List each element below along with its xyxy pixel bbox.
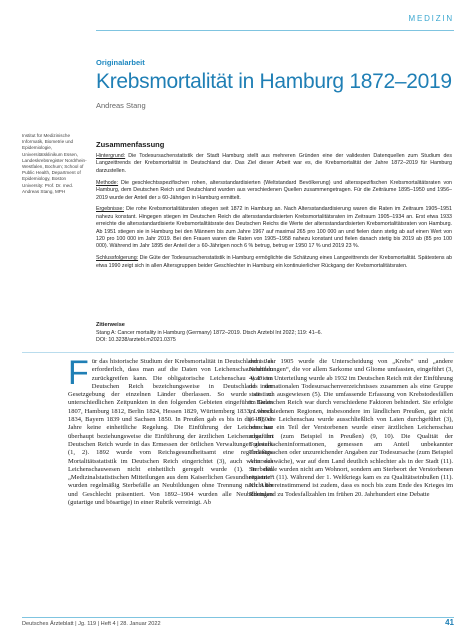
summary-background bbox=[96, 153, 452, 175]
journal-footer: Deutsches Ärzteblatt | Jg. 119 | Heft 4 | 28. Januar 2022 bbox=[22, 621, 161, 627]
article-author: Andreas Stang bbox=[96, 101, 146, 110]
author-affiliation: Institut für Medizinische Informatik, Biometrie und Epidemiologie, Universitätsklinikum Essen, Landeskrebsregister Nordrhein-Westfalen, Bochum; School of Public Health, Department of Epidemiology, Boston University: Prof. Dr. med. Andreas Stang, MPH bbox=[22, 133, 87, 194]
methods-text: Die geschlechtsspezifischen rohen, altersstandardisierten (Weltstandard Bevölkerung) und altersspezifischen Krebsmortalitätsraten von Hamburg, dem Deutschen Reich und Deutschland wurden aus verschiedenen Quellen zusammengetragen. Für die Zeiträume 1895–1950 und 1956–2019 wurde der Anteil der ≥ 60-Jährigen in Hamburg ermittelt. bbox=[96, 179, 452, 201]
background-text: Die Todesursachenstatistik der Stadt Hamburg stellt aus mehreren Gründen eine der validesten Datenquellen zum Studium des Langzeittrends der Krebsmortalität in Deutschland dar. Das Ziel dieser Arbeit war es, die Krebsmortalität der Jahre 1872–2019 für Hamburg darzustellen. bbox=[96, 153, 452, 174]
background-label: Hintergrund: bbox=[96, 153, 126, 159]
summary-heading: Zusammenfassung bbox=[96, 140, 165, 149]
summary-methods bbox=[96, 180, 452, 202]
conclusion-label: Schlussfolgerung: bbox=[96, 255, 139, 262]
summary-box bbox=[96, 140, 452, 275]
results-text: Die rohe Krebsmortalitätsraten stiegen seit 1872 in Hamburg an. Nach Altersstandardisierung waren die Raten im Zeitraum 1905–1951 nahezu konstant. Hingegen stiegen im Deutschen Reich die altersstandardisierten Krebsmortalitätsraten im Zeitraum 1905–1934 an. Erst etwa 1933 erreichte die altersstandardisierte Krebsmortalitätsrate des Deutschen Reichs die Werte der altersstandardisierten Krebsmortalitätsraten von Hamburg. Ab 1951 stiegen sie in Hamburg bei den Männern bis zum Jahre 1967 auf maximal 265 pro 100 000 an und fielen dann stetig ab auf einen Wert von 120 pro 100 000 im Jahr 2019. Bei den Frauen waren die Raten von 1905–1958 nahezu konstant und fielen danach stetig bis 2019 ab (85 pro 100 000). Während im Jahr 1895 der Anteil der ≥ 60-Jährigen noch 6 % betrug, betrug er 1950 17 % und 2019 23 %. bbox=[96, 206, 452, 250]
page-number: 41 bbox=[445, 618, 454, 627]
section-divider bbox=[22, 352, 454, 353]
results-label: Ergebnisse: bbox=[96, 206, 124, 213]
summary-results bbox=[96, 206, 452, 250]
article-title: Krebsmortalität in Hamburg 1872–2019 bbox=[96, 70, 452, 93]
body-text-left: ür das historische Studium der Krebsmortalität in Deutschland ist es erforderlich, dass man auf die Daten von Leichenschauscheinen zurückgreifen kann. Die obligatorische Leichenschau war im Deutschen Reich bezeichungsweise in Deutschland der Gesetzgebung der einzelnen Länder überlassen. So wurde sie zu unterschiedlichen Zeitpunkten in den folgenden Gebieten eingeführt: Baden 1807, Hamburg 1812, Berlin 1824, Hessen 1829, Württemberg 1833, Lübeck 1834, Bayern 1839 und Sachsen 1850. In Preußen gab es bis in die 1930er Jahre keine einheitliche Regelung. Die Einführung der Leichenschau überhaupt beziehungsweise die Einführung der ärztlichen Leichenschau im Deutschen Reich wurde in das Ermessen der örtlichen Verwaltungen gestellt (1, 2). 1892 wurde vom Reichsgesundheitsamt eine regelmäßige Mortalitätsstatistik im Deutschen Reich eingerichtet (3), auch wenn das Leichenschauwesen nicht einheitlich geregelt wurde (1). In den „Medizinalstatistischen Mitteilungen aus dem Kaiserlichen Gesundheitsamte“ wurden regelmäßig Sterbefälle an Neubildungen ohne Trennung nach Alter und Geschlecht präsentiert. Von 1892–1904 wurden alle Neubildungen (gutartige und bösartige) in einer Rubrik verreinigt. Ab bbox=[68, 358, 273, 507]
citation-reference: Stang A: Cancer mortality in Hamburg (Germany) 1872–2019. Dtsch Arztebl Int 2022; 119: 41–6. bbox=[96, 330, 323, 336]
citation-heading: Zitierweise bbox=[96, 322, 125, 328]
drop-cap: F bbox=[68, 354, 89, 392]
body-column-left bbox=[68, 354, 273, 507]
conclusion-text: Die Güte der Todesursachenstatistik in Hamburg ermöglichte die Schätzung eines Langzeittrends der Krebsmortalität. Spätestens ab etwa 1990 zeigt sich in allen Altersgruppen beider Geschlechter in Hamburg ein kontinuierlicher Rückgang der Krebsmortalitätsraten. bbox=[96, 255, 452, 269]
citation-block bbox=[96, 322, 452, 344]
citation-doi[interactable]: DOI: 10.3238/arztebl.m2021.0375 bbox=[96, 337, 176, 344]
methods-label: Methode: bbox=[96, 179, 119, 186]
body-column-right: dem Jahr 1905 wurde die Unterscheidung von „Krebs“ und „andere Neubildungen“, die vor allem Sarkome und Gliome umfassten, eingeführt (3, 4). Diese Unterteilung wurde ab 1932 im Deutschen Reich mit der Einführung des internationalen Todesursachenverzeichnisses zusammen als eine Gruppe statistisch ausgewiesen (5). Die umfassende Erfassung von Krebstodesfällen im Deutschen Reich war durch verschiedene Faktoren behindert. Sie erfolgte in verschiedenen Regionen, insbesondere im ländlichen Preußen, gar nicht (6–8), die Leichenschau wurde ausschließlich von Laien durchgeführt (3), oder nur ein Teil der Verstorbenen wurde einer ärztlichen Leichenschau zugeführt (zum Beispiel in Preußen) (9, 10). Die Qualität der Todesursacheninformationen, gemessen am Anteil unbekannter Todesursachen oder unzureichender Angaben zur Todesursache (zum Beispiel Altersschwäche), war auf dem Land deutlich schlechter als in der Stadt (11). Sterbefälle wurden nicht am Wohnort, sondern am Sterbeort der Verstorbenen registriert (11). Während der 1. Weltkriegs kam es zu Qualitätseinbußen (11). Nicht übereinstimmend ist zudem, dass es noch bis zum Ende des Krieges im Rheinland zu Todesfallzahlen im frühen 20. Jahrhundert eine Debatte bbox=[249, 358, 453, 498]
section-label: MEDIZIN bbox=[408, 14, 454, 23]
article-kicker: Originalarbeit bbox=[96, 58, 145, 67]
footer-rule bbox=[22, 617, 454, 618]
summary-conclusion bbox=[96, 255, 452, 270]
header-rule bbox=[96, 30, 454, 31]
